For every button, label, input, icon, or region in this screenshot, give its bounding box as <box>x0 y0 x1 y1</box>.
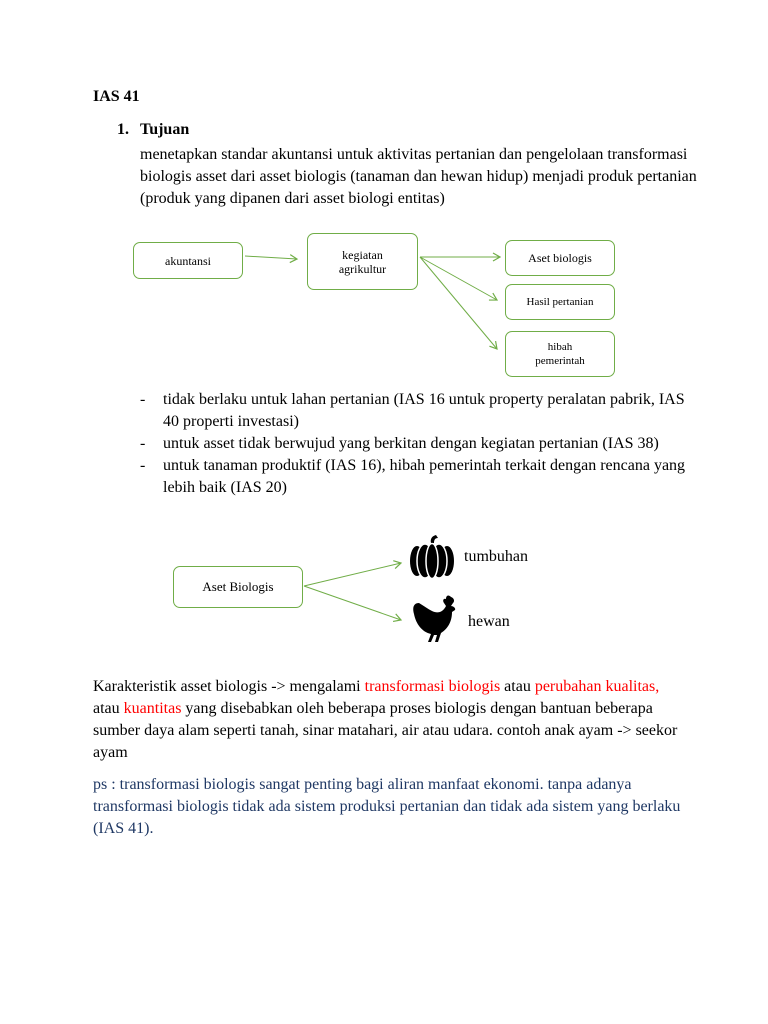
list-item <box>140 389 700 433</box>
box-aset-biologis: Aset biologis <box>505 240 615 276</box>
bullet-text: untuk asset tidak berwujud yang berkitan dengan kegiatan pertanian (IAS 38) <box>163 435 659 452</box>
box-hibah-pemerintah: hibah pemerintah <box>505 331 615 377</box>
pumpkin-icon <box>410 535 454 579</box>
section-number: 1. <box>117 121 129 138</box>
exclusion-list <box>140 389 700 499</box>
arrow-aset-tumbuhan <box>304 563 401 586</box>
text-part: atau <box>93 700 124 717</box>
ps-note: ps : transformasi biologis sangat penting bagi aliran manfaat ekonomi. tanpa adanya transformasi biologis tidak ada sistem produksi pertanian dan tidak ada sistem yang berlaku (IAS 41). <box>93 776 681 837</box>
box-kegiatan-agrikultur: kegiatan agrikultur <box>307 233 418 290</box>
arrow-akuntansi-kegiatan <box>245 256 297 259</box>
bullet-dash: - <box>140 391 146 408</box>
doc-title: IAS 41 <box>93 88 140 105</box>
box-aset-biologis-2: Aset Biologis <box>173 566 303 608</box>
bullet-text: tidak berlaku untuk lahan pertanian (IAS 16 untuk property peralatan pabrik, IAS 40 properti investasi) <box>163 391 685 430</box>
box-hasil-pertanian: Hasil pertanian <box>505 284 615 320</box>
characteristic-paragraph <box>93 676 683 764</box>
label-hewan: hewan <box>468 613 510 630</box>
list-item <box>140 433 700 455</box>
list-item <box>140 455 700 499</box>
text-part: Karakteristik asset biologis -> mengalami <box>93 678 365 695</box>
bullet-text: untuk tanaman produktif (IAS 16), hibah pemerintah terkait dengan rencana yang lebih baik (IAS 20) <box>163 457 686 496</box>
arrow-kegiatan-hasil <box>420 257 497 300</box>
bullet-dash: - <box>140 435 146 452</box>
arrow-aset-hewan <box>304 586 401 620</box>
text-part: atau <box>500 678 535 695</box>
box-akuntansi: akuntansi <box>133 242 243 279</box>
highlight-text: kuantitas <box>123 700 182 717</box>
chicken-icon <box>413 596 455 642</box>
highlight-text: perubahan kualitas, <box>534 678 660 695</box>
arrow-kegiatan-hibah <box>420 257 497 349</box>
bullet-dash: - <box>140 457 146 474</box>
label-tumbuhan: tumbuhan <box>464 548 528 565</box>
section-title: Tujuan <box>140 121 190 138</box>
section-paragraph: menetapkan standar akuntansi untuk aktivitas pertanian dan pengelolaan transformasi biologis asset dari asset biologis (tanaman dan hewan hidup) menjadi produk pertanian (produk yang dipanen dari asset biologi entitas) <box>140 146 697 207</box>
text-part: yang disebabkan oleh beberapa proses biologis dengan bantuan beberapa sumber daya alam seperti tanah, sinar matahari, air atau udara. contoh anak ayam -> seekor ayam <box>93 700 678 761</box>
highlight-text: transformasi biologis <box>364 678 501 695</box>
